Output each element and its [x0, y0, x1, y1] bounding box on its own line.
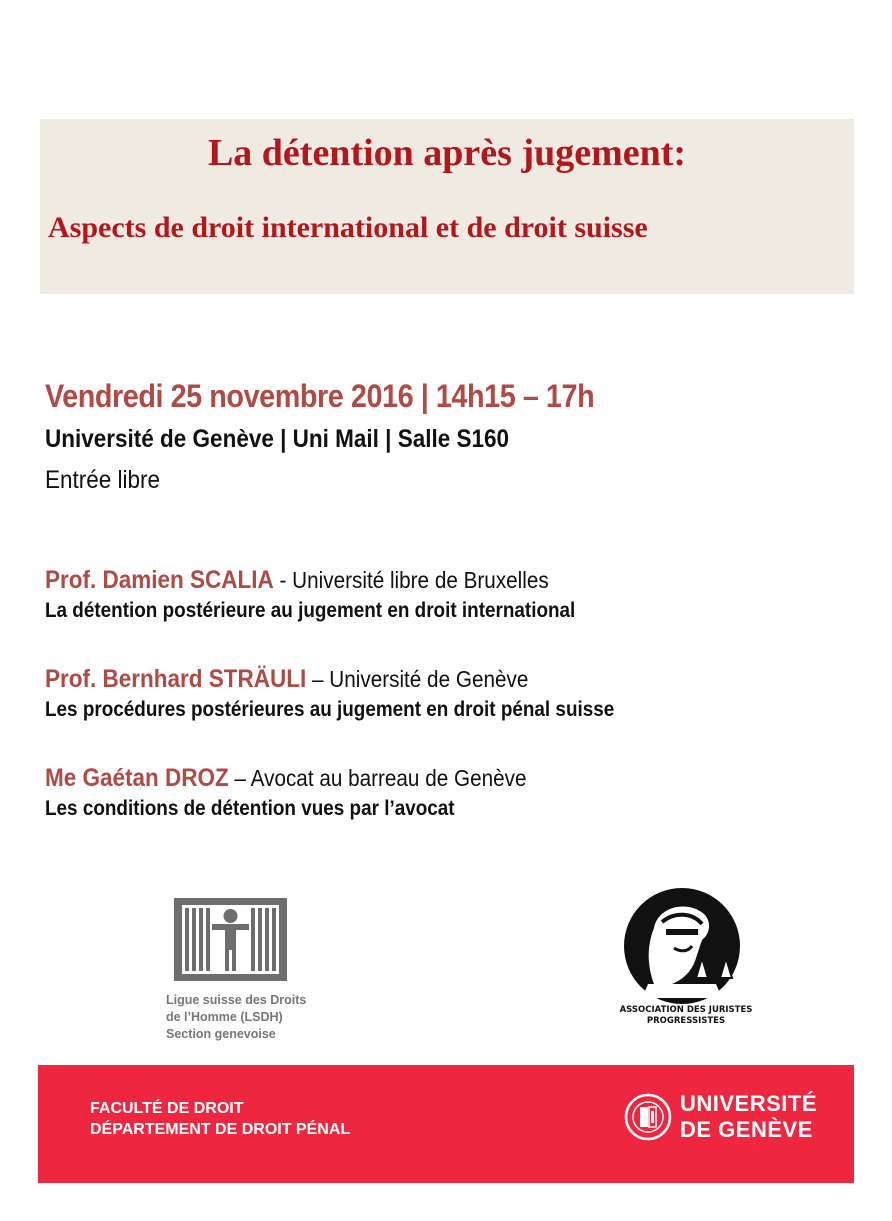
event-venue: Université de Genève | Uni Mail | Salle S160 — [45, 425, 510, 453]
page-title: La détention après jugement: — [207, 132, 687, 174]
faculty-name: FACULTÉ DE DROIT — [90, 1100, 244, 1117]
department-name: DÉPARTEMENT DE DROIT PÉNAL — [90, 1121, 351, 1138]
lsdh-logo-icon — [174, 898, 287, 981]
ajp-logo-text-line2: PROGRESSISTES — [646, 1016, 726, 1026]
page-subtitle: Aspects de droit international et de droit suisse — [48, 211, 648, 244]
speaker-name: Prof. Bernhard STRÄULI — [45, 665, 307, 693]
speaker-affiliation: – Avocat au barreau de Genève — [228, 765, 527, 791]
ajp-logo-text-line1: ASSOCIATION DES JURISTES — [619, 1005, 753, 1015]
talk-title: Les procédures postérieures au jugement en droit pénal suisse — [45, 698, 615, 721]
lsdh-caption: Ligue suisse des Droits de l’Homme (LSDH) Section genevoise — [166, 993, 307, 1041]
university-name — [680, 1091, 817, 1143]
speaker-affiliation: - Université libre de Bruxelles — [273, 567, 549, 593]
ajp-logo-icon — [618, 888, 754, 1026]
university-seal-icon — [624, 1093, 672, 1141]
footer-banner — [38, 1065, 854, 1183]
speaker-affiliation: – Université de Genève — [306, 666, 529, 692]
footer-faculty — [90, 1098, 350, 1140]
speaker-name: Me Gaétan DROZ — [45, 764, 229, 792]
title-banner — [40, 119, 854, 294]
event-date: Vendredi 25 novembre 2016 | 14h15 – 17h — [45, 378, 595, 414]
university-name-line1: UNIVERSITÉ — [680, 1091, 818, 1116]
speaker-droz — [45, 764, 580, 821]
talk-title: Les conditions de détention vues par l’avocat — [45, 797, 455, 820]
speaker-scalia — [45, 566, 634, 623]
talk-title: La détention postérieure au jugement en droit international — [45, 599, 576, 622]
university-name-line2: DE GENÈVE — [680, 1117, 813, 1142]
event-entry: Entrée libre — [45, 466, 161, 494]
speaker-name: Prof. Damien SCALIA — [45, 566, 274, 594]
speaker-strauli — [45, 665, 678, 722]
